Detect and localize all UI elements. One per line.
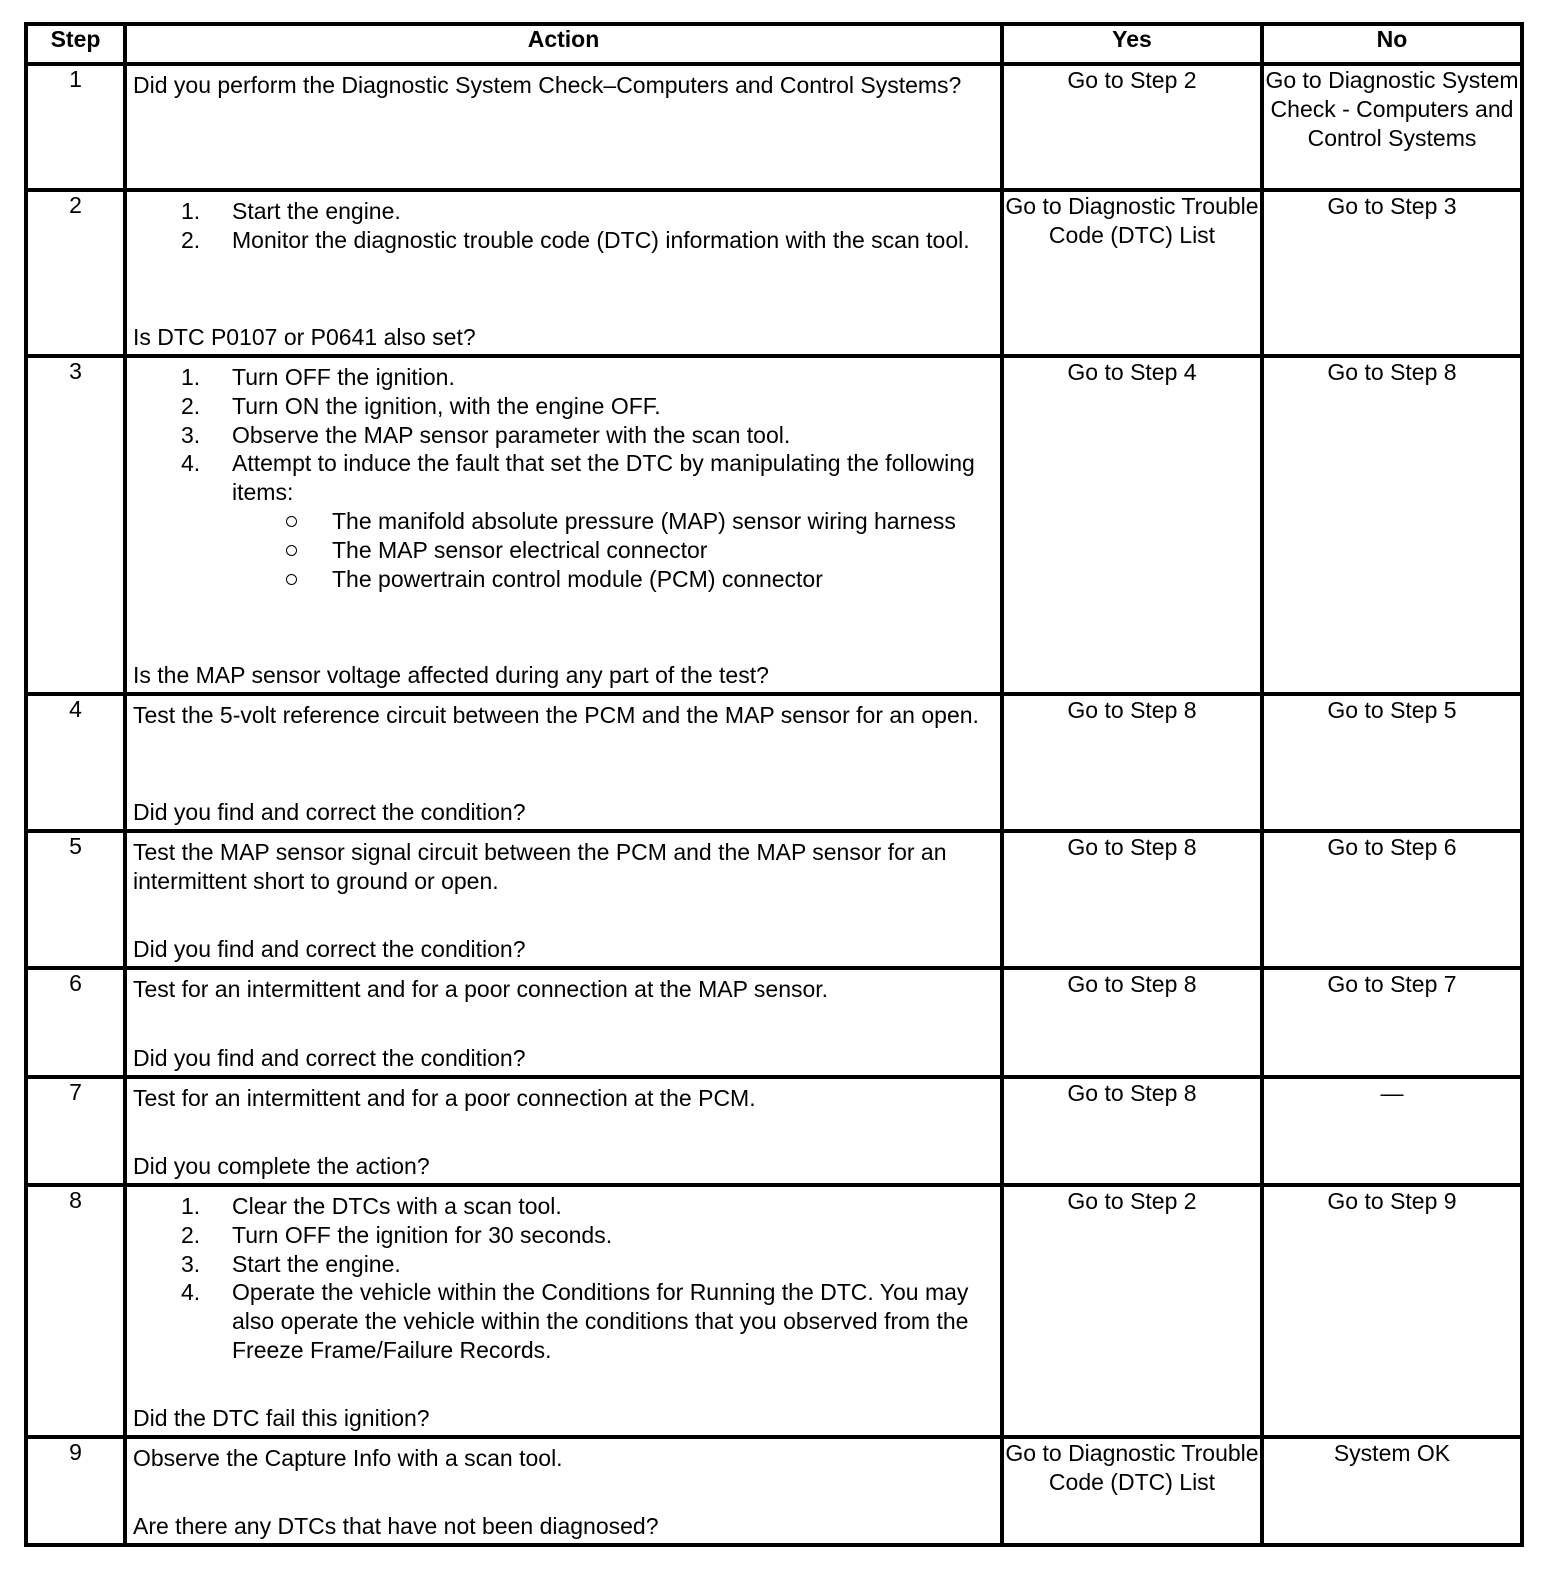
- list-item: [127, 363, 1000, 392]
- item-number: 4.: [181, 450, 201, 477]
- table-row: [26, 1437, 1522, 1545]
- list-item: [127, 449, 1000, 593]
- header-yes: Yes: [1002, 24, 1262, 64]
- list-item: [127, 1278, 1000, 1364]
- item-text: Observe the MAP sensor parameter with the scan tool.: [232, 421, 791, 448]
- action-cell: [125, 1077, 1002, 1185]
- item-text: Clear the DTCs with a scan tool.: [232, 1193, 562, 1219]
- step-number: 5: [26, 831, 125, 968]
- sub-list: [232, 507, 986, 593]
- action-steps: [127, 197, 1000, 255]
- list-item: [127, 1221, 1000, 1250]
- table-row: [26, 190, 1522, 356]
- action-question: Did you find and correct the condition?: [133, 936, 526, 963]
- table-row: [26, 831, 1522, 968]
- item-number: 3.: [181, 421, 201, 448]
- header-step: Step: [26, 24, 125, 64]
- header-row: [26, 24, 1522, 64]
- item-number: 3.: [181, 1250, 201, 1277]
- action-question: Did the DTC fail this ignition?: [133, 1405, 430, 1432]
- circle-bullet-icon: [286, 574, 297, 585]
- header-no: No: [1262, 24, 1522, 64]
- list-item: [127, 1192, 1000, 1221]
- item-number: 1.: [181, 364, 201, 390]
- table-row: [26, 1077, 1522, 1185]
- table-row: [26, 356, 1522, 694]
- action-cell: [125, 356, 1002, 694]
- step-number: 2: [26, 190, 125, 356]
- no-cell: Go to Step 6: [1262, 831, 1522, 968]
- item-text: Turn OFF the ignition.: [232, 364, 455, 390]
- list-item: [127, 421, 1000, 450]
- item-number: 1.: [181, 1193, 201, 1219]
- circle-bullet-icon: [286, 516, 297, 527]
- no-cell: Go to Step 3: [1262, 190, 1522, 356]
- sub-item: [232, 507, 986, 536]
- action-text: Test for an intermittent and for a poor connection at the PCM.: [133, 1085, 756, 1111]
- table-row: [26, 1185, 1522, 1437]
- yes-cell: Go to Step 8: [1002, 694, 1262, 831]
- diagnostic-table: [24, 22, 1524, 1547]
- sub-item-text: The manifold absolute pressure (MAP) sensor wiring harness: [332, 507, 956, 534]
- table-row: [26, 694, 1522, 831]
- item-text: Turn OFF the ignition for 30 seconds.: [232, 1221, 613, 1248]
- action-question: Is the MAP sensor voltage affected during any part of the test?: [133, 662, 769, 689]
- list-item: [127, 226, 1000, 255]
- action-text: Test the 5-volt reference circuit between the PCM and the MAP sensor for an open.: [133, 702, 979, 728]
- item-text: Start the engine.: [232, 198, 401, 224]
- circle-bullet-icon: [286, 545, 297, 556]
- action-cell: [125, 694, 1002, 831]
- no-cell: Go to Step 9: [1262, 1185, 1522, 1437]
- action-text: Did you perform the Diagnostic System Check–Computers and Control Systems?: [133, 72, 962, 98]
- list-item: [127, 197, 1000, 226]
- no-cell: System OK: [1262, 1437, 1522, 1545]
- step-number: 4: [26, 694, 125, 831]
- sub-item-text: The powertrain control module (PCM) connector: [332, 565, 823, 592]
- header-action: Action: [125, 24, 1002, 64]
- yes-cell: Go to Step 8: [1002, 968, 1262, 1077]
- item-text: Monitor the diagnostic trouble code (DTC) information with the scan tool.: [232, 226, 970, 253]
- action-text: Test the MAP sensor signal circuit between the PCM and the MAP sensor for an intermittent short to ground or open.: [133, 839, 947, 894]
- yes-cell: Go to Diagnostic Trouble Code (DTC) List: [1002, 1437, 1262, 1545]
- action-steps: [127, 363, 1000, 593]
- item-text: Start the engine.: [232, 1250, 401, 1277]
- action-question: Did you find and correct the condition?: [133, 1045, 526, 1072]
- action-text: Observe the Capture Info with a scan tool.: [133, 1445, 563, 1471]
- step-number: 1: [26, 64, 125, 190]
- item-text: Turn ON the ignition, with the engine OFF.: [232, 392, 661, 419]
- action-cell: [125, 190, 1002, 356]
- sub-item-text: The MAP sensor electrical connector: [332, 536, 708, 563]
- yes-cell: Go to Step 8: [1002, 1077, 1262, 1185]
- no-cell: Go to Step 5: [1262, 694, 1522, 831]
- sub-item: [232, 565, 986, 594]
- table-row: [26, 968, 1522, 1077]
- step-number: 6: [26, 968, 125, 1077]
- no-cell: Go to Step 7: [1262, 968, 1522, 1077]
- item-number: 2.: [181, 1221, 201, 1248]
- action-cell: [125, 968, 1002, 1077]
- yes-cell: Go to Step 2: [1002, 1185, 1262, 1437]
- action-cell: [125, 1437, 1002, 1545]
- step-number: 7: [26, 1077, 125, 1185]
- yes-cell: Go to Step 4: [1002, 356, 1262, 694]
- item-number: 4.: [181, 1279, 201, 1306]
- list-item: [127, 392, 1000, 421]
- action-question: Did you complete the action?: [133, 1153, 430, 1180]
- item-number: 1.: [181, 198, 201, 224]
- sub-item: [232, 536, 986, 565]
- no-cell: Go to Diagnostic System Check - Computers and Control Systems: [1262, 64, 1522, 190]
- item-number: 2.: [181, 392, 201, 419]
- step-number: 3: [26, 356, 125, 694]
- yes-cell: Go to Diagnostic Trouble Code (DTC) List: [1002, 190, 1262, 356]
- no-cell: Go to Step 8: [1262, 356, 1522, 694]
- action-cell: [125, 1185, 1002, 1437]
- item-number: 2.: [181, 226, 201, 253]
- action-question: Are there any DTCs that have not been diagnosed?: [133, 1513, 659, 1540]
- step-number: 8: [26, 1185, 125, 1437]
- item-text: Attempt to induce the fault that set the DTC by manipulating the following items:: [232, 450, 975, 506]
- no-cell: —: [1262, 1077, 1522, 1185]
- action-steps: [127, 1192, 1000, 1365]
- action-question: Is DTC P0107 or P0641 also set?: [133, 324, 476, 351]
- action-cell: [125, 64, 1002, 190]
- action-question: Did you find and correct the condition?: [133, 799, 526, 826]
- item-text: Operate the vehicle within the Conditions for Running the DTC. You may also operate the vehicle within the conditions that you observed from the Freeze Frame/Failure Records.: [232, 1279, 969, 1363]
- action-text: Test for an intermittent and for a poor connection at the MAP sensor.: [133, 976, 829, 1002]
- table-row: [26, 64, 1522, 190]
- yes-cell: Go to Step 2: [1002, 64, 1262, 190]
- list-item: [127, 1250, 1000, 1279]
- step-number: 9: [26, 1437, 125, 1545]
- yes-cell: Go to Step 8: [1002, 831, 1262, 968]
- action-cell: [125, 831, 1002, 968]
